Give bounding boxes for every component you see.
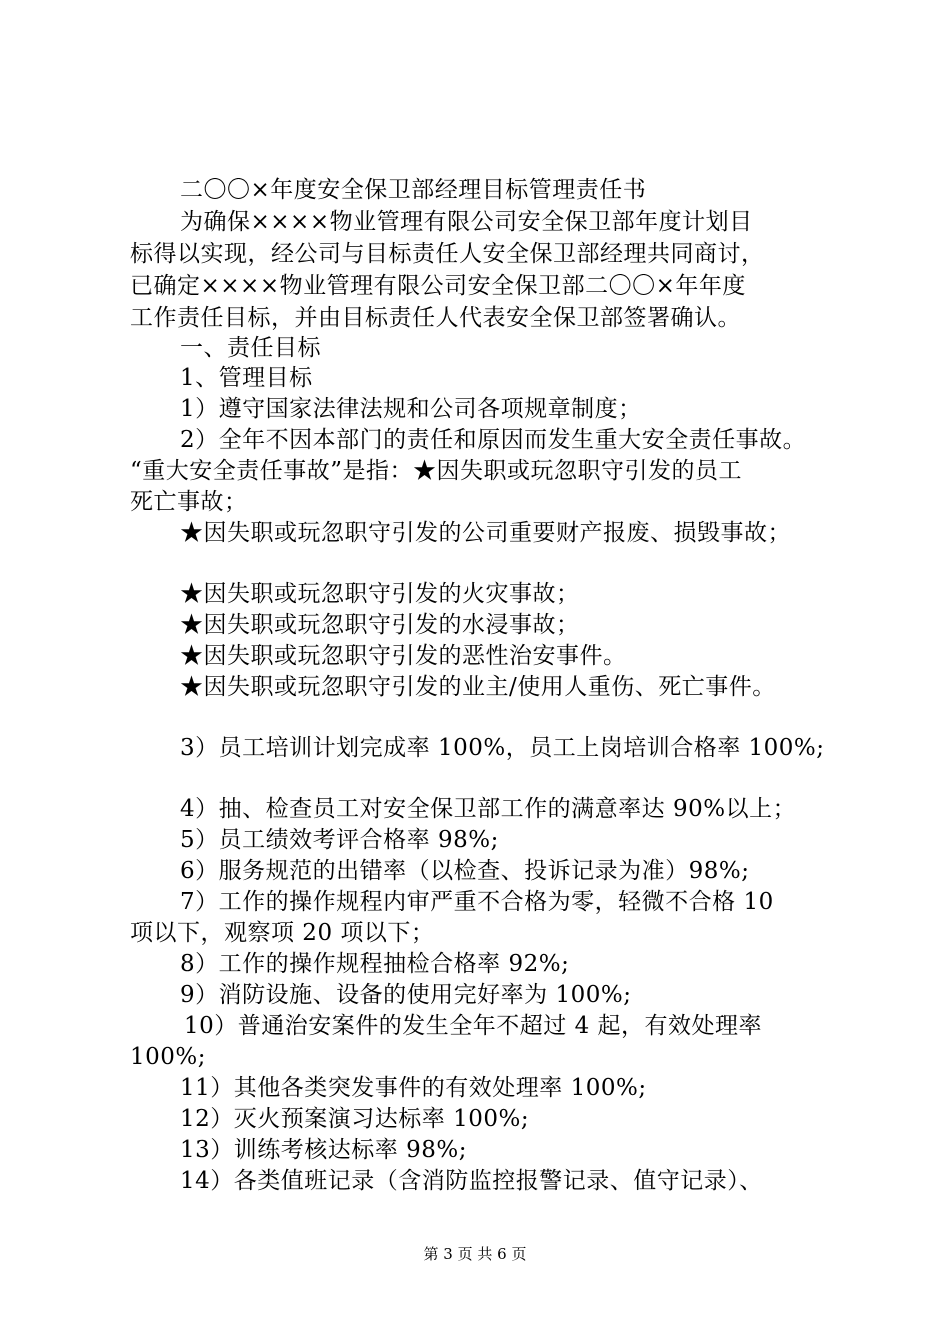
paragraph-line: 工作责任目标，并由目标责任人代表安全保卫部签署确认。 — [130, 305, 741, 331]
paragraph-line: 为确保××××物业管理有限公司安全保卫部年度计划目 — [180, 209, 753, 235]
paragraph-line: 项以下，观察项 20 项以下； — [130, 920, 435, 946]
paragraph-line: 已确定××××物业管理有限公司安全保卫部二〇〇×年年度 — [130, 273, 746, 299]
list-item: 3）员工培训计划完成率 100%，员工上岗培训合格率 100%; — [180, 735, 825, 761]
bullet-item: ★因失职或玩忽职守引发的公司重要财产报废、损毁事故； — [180, 520, 791, 546]
bullet-item: ★因失职或玩忽职守引发的水浸事故； — [180, 612, 580, 638]
list-item: 12）灭火预案演习达标率 100%; — [180, 1106, 530, 1132]
paragraph-line: 标得以实现，经公司与目标责任人安全保卫部经理共同商讨， — [130, 241, 765, 267]
paragraph-line: “重大安全责任事故”是指：★因失职或玩忽职守引发的员工 — [130, 458, 743, 484]
list-item: 4）抽、检查员工对安全保卫部工作的满意率达 90%以上； — [180, 796, 797, 822]
list-item: 5）员工绩效考评合格率 98%; — [180, 827, 499, 853]
list-item: 6）服务规范的出错率（以检查、投诉记录为准）98%; — [180, 858, 750, 884]
list-item: 1）遵守国家法律法规和公司各项规章制度； — [180, 396, 642, 422]
subsection-heading: 1、管理目标 — [180, 365, 313, 391]
paragraph-line: 100%; — [130, 1044, 207, 1070]
list-item: 11）其他各类突发事件的有效处理率 100%; — [180, 1075, 647, 1101]
bullet-item: ★因失职或玩忽职守引发的业主/使用人重伤、死亡事件。 — [180, 674, 776, 700]
bullet-item: ★因失职或玩忽职守引发的恶性治安事件。 — [180, 643, 627, 669]
list-item: 7）工作的操作规程内审严重不合格为零，轻微不合格 10 — [180, 889, 774, 915]
page-footer: 第 3 页 共 6 页 — [423, 1245, 527, 1263]
bullet-item: ★因失职或玩忽职守引发的火灾事故； — [180, 581, 580, 607]
paragraph-line: 死亡事故； — [130, 489, 248, 515]
list-item: 10）普通治安案件的发生全年不超过 4 起，有效处理率 — [184, 1013, 763, 1039]
list-item: 9）消防设施、设备的使用完好率为 100%; — [180, 982, 632, 1008]
list-item: 8）工作的操作规程抽检合格率 92%; — [180, 951, 570, 977]
section-heading: 一、责任目标 — [180, 335, 321, 361]
list-item: 13）训练考核达标率 98%; — [180, 1137, 467, 1163]
list-item: 14）各类值班记录（含消防监控报警记录、值守记录）、 — [180, 1168, 763, 1194]
list-item: 2）全年不因本部门的责任和原因而发生重大安全责任事故。 — [180, 427, 807, 453]
document-title: 二〇〇×年度安全保卫部经理目标管理责任书 — [180, 177, 647, 203]
